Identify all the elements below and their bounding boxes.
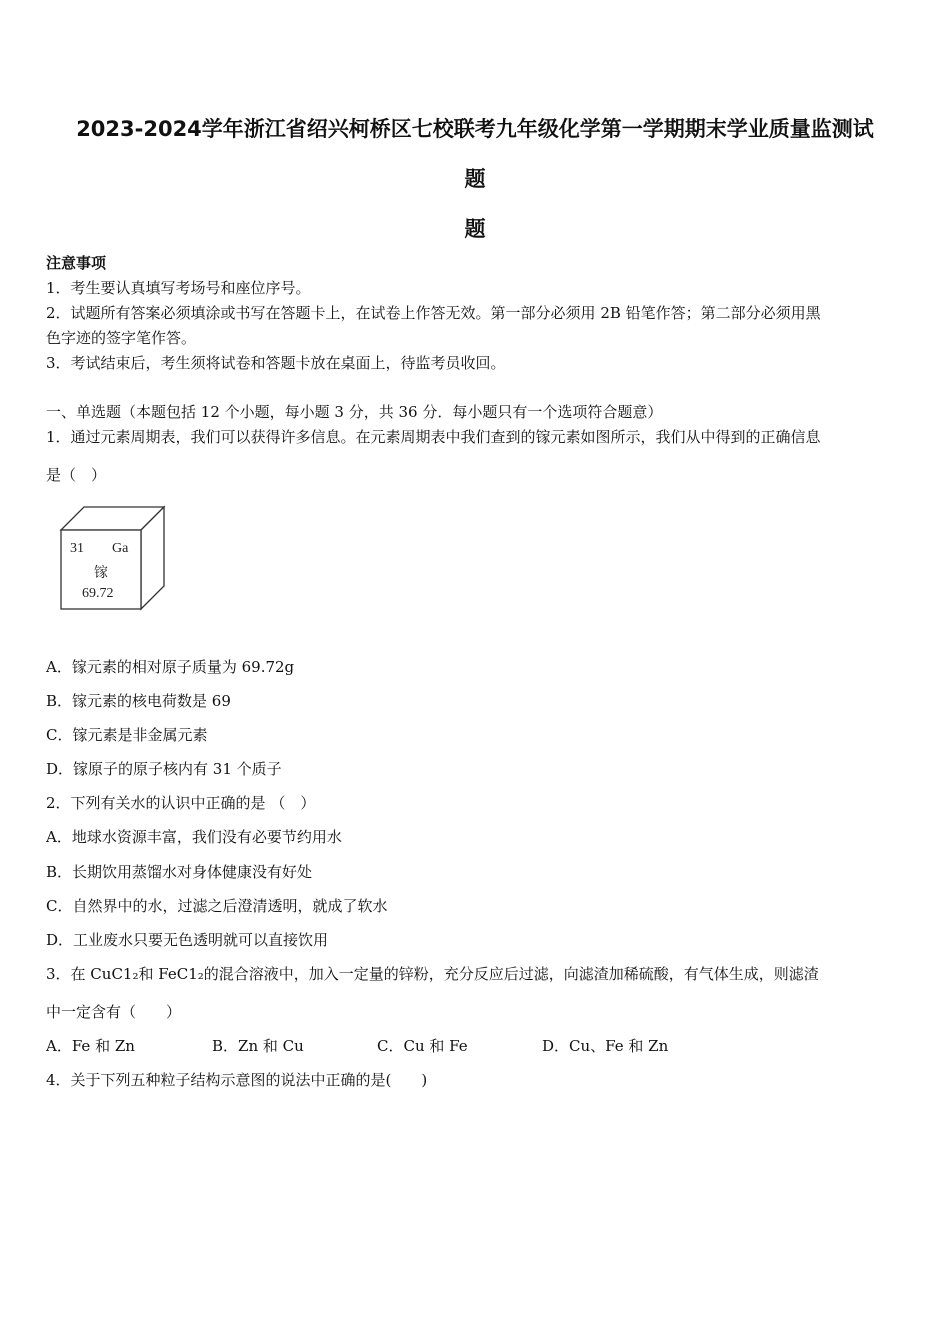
question-2-option-b: B．长期饮用蒸馏水对身体健康没有好处 [46, 863, 313, 881]
question-2-option-d: D．工业废水只要无色透明就可以直接饮用 [46, 931, 329, 949]
question-2-stem: 2．下列有关水的认识中正确的是 （ ） [46, 794, 316, 812]
question-3-option-d: D．Cu、Fe 和 Zn [542, 1037, 669, 1055]
atomic-number: 31 [70, 541, 84, 556]
question-1-stem-cont: 是（ ） [46, 466, 107, 484]
element-symbol: Ga [112, 541, 129, 556]
exam-title-line-2: 题 [464, 167, 486, 191]
notice-item: 色字迹的签字笔作答。 [46, 329, 197, 347]
section-heading: 一、单选题（本题包括 12 个小题，每小题 3 分，共 36 分．每小题只有一个选项符合题意） [46, 403, 663, 421]
question-1-option-a: A．镓元素的相对原子质量为 69.72g [46, 658, 295, 676]
question-3-stem: 3．在 CuC1₂和 FeC1₂的混合溶液中，加入一定量的锌粉，充分反应后过滤，向滤渣加稀硫酸，有气体生成，则滤渣 [46, 965, 819, 983]
notice-item: 2．试题所有答案必须填涂或书写在答题卡上，在试卷上作答无效。第一部分必须用 2B 铅笔作答；第二部分必须用黑 [46, 304, 821, 322]
question-2-option-a: A．地球水资源丰富，我们没有必要节约用水 [46, 828, 342, 846]
question-2-option-c: C．自然界中的水，过滤之后澄清透明，就成了软水 [46, 897, 388, 915]
question-1-option-b: B．镓元素的核电荷数是 69 [46, 692, 231, 710]
question-4-stem: 4．关于下列五种粒子结构示意图的说法中正确的是( ) [46, 1071, 428, 1089]
question-1-option-c: C．镓元素是非金属元素 [46, 726, 208, 744]
notice-item: 1．考生要认真填写考场号和座位序号。 [46, 279, 311, 297]
question-3-stem-cont: 中一定含有（ ） [46, 1003, 182, 1021]
notice-heading: 注意事项 [46, 254, 107, 272]
question-3-option-b: B．Zn 和 Cu [212, 1037, 304, 1055]
notice-item: 3．考试结束后，考生须将试卷和答题卡放在桌面上，待监考员收回。 [46, 354, 506, 372]
exam-title-line-1: 2023-2024学年浙江省绍兴柯桥区七校联考九年级化学第一学期期末学业质量监测试 [76, 117, 874, 141]
gallium-element-card [58, 504, 168, 614]
question-3-option-a: A．Fe 和 Zn [46, 1037, 135, 1055]
question-1-stem: 1．通过元素周期表，我们可以获得许多信息。在元素周期表中我们查到的镓元素如图所示，我们从中得到的正确信息 [46, 428, 821, 446]
question-1-option-d: D．镓原子的原子核内有 31 个质子 [46, 760, 282, 778]
atomic-mass: 69.72 [82, 586, 114, 601]
element-name: 镓 [94, 566, 108, 581]
exam-title-line-3: 题 [464, 217, 486, 241]
question-3-option-c: C．Cu 和 Fe [377, 1037, 468, 1055]
